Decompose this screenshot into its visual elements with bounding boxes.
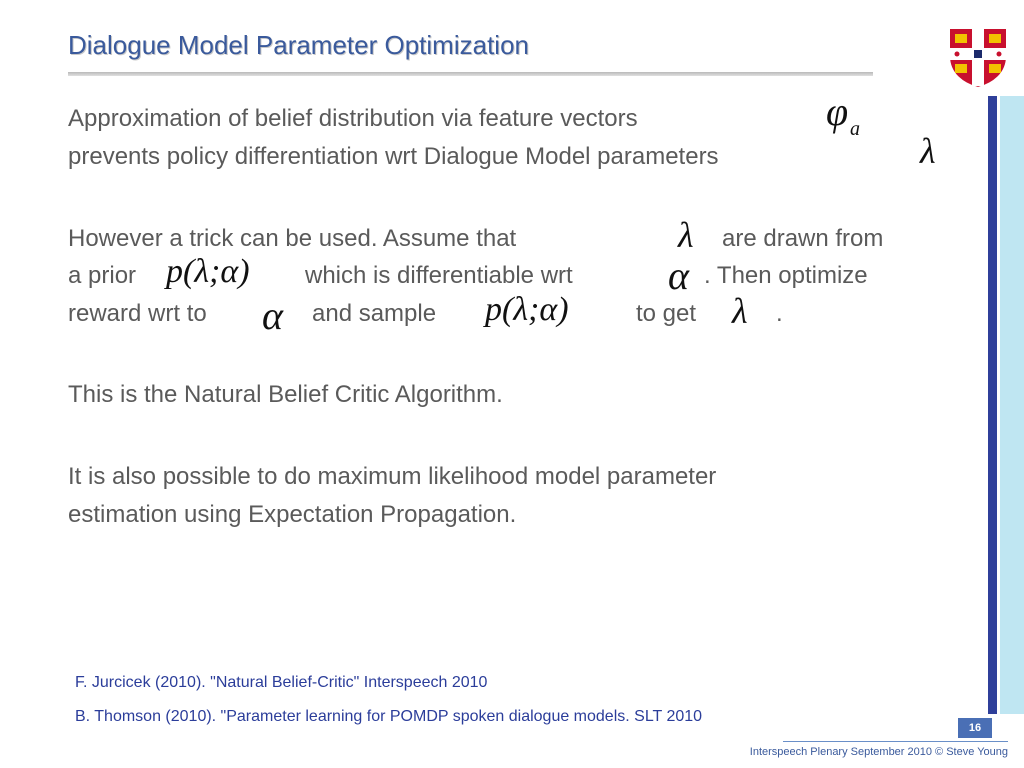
paragraph-2-line-3a: reward wrt to (68, 300, 207, 327)
paragraph-1-line-1: Approximation of belief distribution via feature vectors (68, 105, 638, 132)
lambda-symbol: λ (678, 215, 694, 255)
paragraph-1-line-2: prevents policy differentiation wrt Dialogue Model parameters (68, 143, 719, 170)
paragraph-4-line-1: It is also possible to do maximum likelihood model parameter (68, 463, 717, 490)
paragraph-2-line-3d: . (776, 300, 783, 327)
footer-credit: Interspeech Plenary September 2010 © Steve Young (749, 746, 1008, 758)
paragraph-2-line-3c: to get (636, 300, 697, 327)
sidebar-accent-dark (988, 96, 997, 714)
reference-2: B. Thomson (2010). "Parameter learning for POMDP spoken dialogue models. SLT 2010 (75, 708, 703, 725)
paragraph-2-line-1b: are drawn from (722, 225, 884, 252)
footer-divider (783, 741, 1008, 742)
alpha-symbol: α (668, 253, 689, 298)
prior-expression: p(λ;α) (485, 291, 569, 328)
prior-expression: p(λ;α) (166, 253, 250, 290)
paragraph-2-line-2a: a prior (68, 262, 137, 289)
paragraph-4-line-2: estimation using Expectation Propagation. (68, 501, 517, 528)
title-underline (68, 72, 873, 76)
lambda-symbol: λ (732, 291, 748, 331)
alpha-symbol: α (262, 293, 283, 338)
reference-1: F. Jurcicek (2010). "Natural Belief-Critic" Interspeech 2010 (75, 674, 488, 691)
paragraph-3: This is the Natural Belief Critic Algorithm. (68, 381, 503, 408)
lambda-symbol: λ (920, 131, 936, 171)
page-number-badge: 16 (958, 718, 992, 738)
phi-subscript: a (850, 118, 860, 140)
phi-symbol: φ (826, 89, 849, 134)
paragraph-2-line-2c: . Then optimize (704, 262, 868, 289)
paragraph-2-line-2b: which is differentiable wrt (305, 262, 573, 289)
sidebar-accent-light (1000, 96, 1024, 714)
paragraph-2-line-3b: and sample (312, 300, 437, 327)
paragraph-2-line-1a: However a trick can be used. Assume that (68, 225, 517, 252)
university-crest-icon (947, 26, 1009, 90)
slide-title: Dialogue Model Parameter Optimization (68, 30, 529, 60)
